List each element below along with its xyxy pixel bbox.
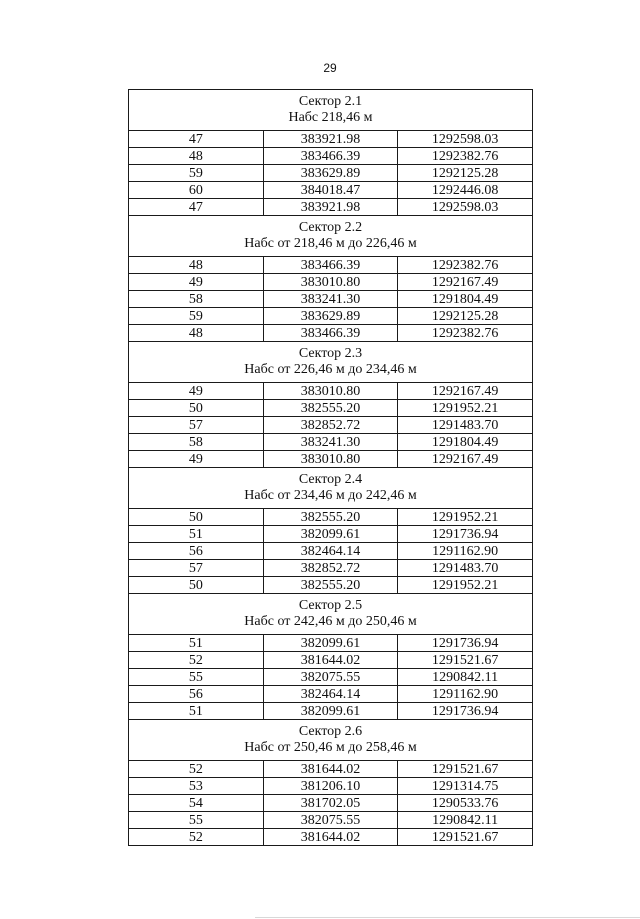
table-row: [129, 131, 533, 148]
sector-header-row: [129, 90, 533, 131]
x-coordinate-cell: 383629.89: [263, 165, 398, 182]
sector-title: Сектор 2.5: [298, 598, 363, 613]
page-number: 29: [323, 61, 337, 75]
point-number-cell: 56: [129, 543, 264, 560]
sector-header-cell: [129, 468, 533, 509]
table-row: [129, 509, 533, 526]
y-coordinate-cell: 1291952.21: [398, 400, 533, 417]
point-number-cell: 56: [129, 686, 264, 703]
point-number-cell: 51: [129, 635, 264, 652]
sector-header-cell: [129, 342, 533, 383]
sector-title: Сектор 2.1: [298, 94, 363, 109]
point-number-cell: 50: [129, 509, 264, 526]
table-row: [129, 812, 533, 829]
y-coordinate-cell: 1291521.67: [398, 652, 533, 669]
point-number-cell: 48: [129, 148, 264, 165]
point-number-cell: 50: [129, 400, 264, 417]
x-coordinate-cell: 382555.20: [263, 577, 398, 594]
sector-header-row: [129, 216, 533, 257]
table-row: [129, 577, 533, 594]
x-coordinate-cell: 382464.14: [263, 543, 398, 560]
x-coordinate-cell: 382852.72: [263, 560, 398, 577]
sector-header-cell: [129, 720, 533, 761]
x-coordinate-cell: 381644.02: [263, 761, 398, 778]
point-number-cell: 47: [129, 131, 264, 148]
point-number-cell: 57: [129, 560, 264, 577]
sector-title: Сектор 2.3: [298, 346, 363, 361]
x-coordinate-cell: 384018.47: [263, 182, 398, 199]
point-number-cell: 52: [129, 761, 264, 778]
x-coordinate-cell: 383921.98: [263, 199, 398, 216]
y-coordinate-cell: 1292125.28: [398, 165, 533, 182]
sector-header-row: [129, 342, 533, 383]
table-row: [129, 543, 533, 560]
x-coordinate-cell: 383010.80: [263, 274, 398, 291]
coordinates-table: [128, 89, 533, 846]
point-number-cell: 47: [129, 199, 264, 216]
x-coordinate-cell: 383466.39: [263, 257, 398, 274]
table-row: [129, 417, 533, 434]
table-row: [129, 703, 533, 720]
y-coordinate-cell: 1292598.03: [398, 199, 533, 216]
y-coordinate-cell: 1292598.03: [398, 131, 533, 148]
y-coordinate-cell: 1292167.49: [398, 451, 533, 468]
table-row: [129, 829, 533, 846]
y-coordinate-cell: 1291162.90: [398, 543, 533, 560]
point-number-cell: 48: [129, 325, 264, 342]
sector-header-row: [129, 720, 533, 761]
point-number-cell: 53: [129, 778, 264, 795]
x-coordinate-cell: 383241.30: [263, 434, 398, 451]
table-row: [129, 165, 533, 182]
point-number-cell: 57: [129, 417, 264, 434]
y-coordinate-cell: 1291521.67: [398, 829, 533, 846]
x-coordinate-cell: 383010.80: [263, 383, 398, 400]
sector-title: Сектор 2.4: [298, 472, 363, 487]
coordinates-table-body: [129, 90, 533, 846]
table-row: [129, 451, 533, 468]
table-row: [129, 325, 533, 342]
point-number-cell: 52: [129, 652, 264, 669]
y-coordinate-cell: 1291162.90: [398, 686, 533, 703]
y-coordinate-cell: 1291736.94: [398, 703, 533, 720]
table-row: [129, 635, 533, 652]
x-coordinate-cell: 383629.89: [263, 308, 398, 325]
x-coordinate-cell: 381644.02: [263, 829, 398, 846]
table-row: [129, 308, 533, 325]
y-coordinate-cell: 1291483.70: [398, 560, 533, 577]
x-coordinate-cell: 382555.20: [263, 509, 398, 526]
x-coordinate-cell: 381702.05: [263, 795, 398, 812]
sector-header-row: [129, 468, 533, 509]
scan-artifact-line: [255, 917, 640, 918]
table-row: [129, 400, 533, 417]
table-row: [129, 686, 533, 703]
sector-title: Сектор 2.6: [298, 724, 363, 739]
y-coordinate-cell: 1291804.49: [398, 291, 533, 308]
point-number-cell: 51: [129, 526, 264, 543]
x-coordinate-cell: 382075.55: [263, 669, 398, 686]
point-number-cell: 49: [129, 383, 264, 400]
sector-elevation: Набс от 234,46 м до 242,46 м: [244, 488, 417, 503]
table-row: [129, 652, 533, 669]
point-number-cell: 58: [129, 291, 264, 308]
y-coordinate-cell: 1291736.94: [398, 635, 533, 652]
y-coordinate-cell: 1292125.28: [398, 308, 533, 325]
y-coordinate-cell: 1290842.11: [398, 812, 533, 829]
sector-header-row: [129, 594, 533, 635]
sector-header-cell: [129, 594, 533, 635]
sector-elevation: Набс от 226,46 м до 234,46 м: [244, 362, 417, 377]
table-row: [129, 778, 533, 795]
point-number-cell: 51: [129, 703, 264, 720]
y-coordinate-cell: 1291314.75: [398, 778, 533, 795]
table-row: [129, 148, 533, 165]
y-coordinate-cell: 1292446.08: [398, 182, 533, 199]
x-coordinate-cell: 382075.55: [263, 812, 398, 829]
table-row: [129, 669, 533, 686]
y-coordinate-cell: 1291483.70: [398, 417, 533, 434]
point-number-cell: 49: [129, 451, 264, 468]
x-coordinate-cell: 382464.14: [263, 686, 398, 703]
sector-elevation: Набс от 250,46 м до 258,46 м: [244, 740, 417, 755]
point-number-cell: 48: [129, 257, 264, 274]
y-coordinate-cell: 1292382.76: [398, 148, 533, 165]
table-row: [129, 526, 533, 543]
table-row: [129, 199, 533, 216]
point-number-cell: 60: [129, 182, 264, 199]
table-row: [129, 560, 533, 577]
x-coordinate-cell: 383466.39: [263, 325, 398, 342]
x-coordinate-cell: 382099.61: [263, 703, 398, 720]
x-coordinate-cell: 382099.61: [263, 526, 398, 543]
sector-elevation: Набс от 218,46 м до 226,46 м: [244, 236, 417, 251]
sector-elevation: Набс 218,46 м: [288, 110, 373, 125]
point-number-cell: 59: [129, 308, 264, 325]
y-coordinate-cell: 1292382.76: [398, 325, 533, 342]
table-row: [129, 257, 533, 274]
x-coordinate-cell: 383241.30: [263, 291, 398, 308]
table-row: [129, 434, 533, 451]
x-coordinate-cell: 381644.02: [263, 652, 398, 669]
x-coordinate-cell: 382555.20: [263, 400, 398, 417]
point-number-cell: 59: [129, 165, 264, 182]
sector-title: Сектор 2.2: [298, 220, 363, 235]
table-row: [129, 795, 533, 812]
y-coordinate-cell: 1291521.67: [398, 761, 533, 778]
x-coordinate-cell: 383921.98: [263, 131, 398, 148]
y-coordinate-cell: 1292167.49: [398, 383, 533, 400]
point-number-cell: 55: [129, 669, 264, 686]
x-coordinate-cell: 383466.39: [263, 148, 398, 165]
x-coordinate-cell: 381206.10: [263, 778, 398, 795]
sector-elevation: Набс от 242,46 м до 250,46 м: [244, 614, 417, 629]
table-row: [129, 291, 533, 308]
y-coordinate-cell: 1291952.21: [398, 577, 533, 594]
y-coordinate-cell: 1291736.94: [398, 526, 533, 543]
y-coordinate-cell: 1291804.49: [398, 434, 533, 451]
sector-header-cell: [129, 90, 533, 131]
x-coordinate-cell: 382852.72: [263, 417, 398, 434]
point-number-cell: 58: [129, 434, 264, 451]
y-coordinate-cell: 1291952.21: [398, 509, 533, 526]
y-coordinate-cell: 1292382.76: [398, 257, 533, 274]
y-coordinate-cell: 1290533.76: [398, 795, 533, 812]
y-coordinate-cell: 1292167.49: [398, 274, 533, 291]
table-row: [129, 383, 533, 400]
sector-header-cell: [129, 216, 533, 257]
x-coordinate-cell: 382099.61: [263, 635, 398, 652]
table-row: [129, 761, 533, 778]
point-number-cell: 54: [129, 795, 264, 812]
x-coordinate-cell: 383010.80: [263, 451, 398, 468]
y-coordinate-cell: 1290842.11: [398, 669, 533, 686]
table-row: [129, 182, 533, 199]
table-row: [129, 274, 533, 291]
point-number-cell: 52: [129, 829, 264, 846]
point-number-cell: 49: [129, 274, 264, 291]
point-number-cell: 55: [129, 812, 264, 829]
point-number-cell: 50: [129, 577, 264, 594]
